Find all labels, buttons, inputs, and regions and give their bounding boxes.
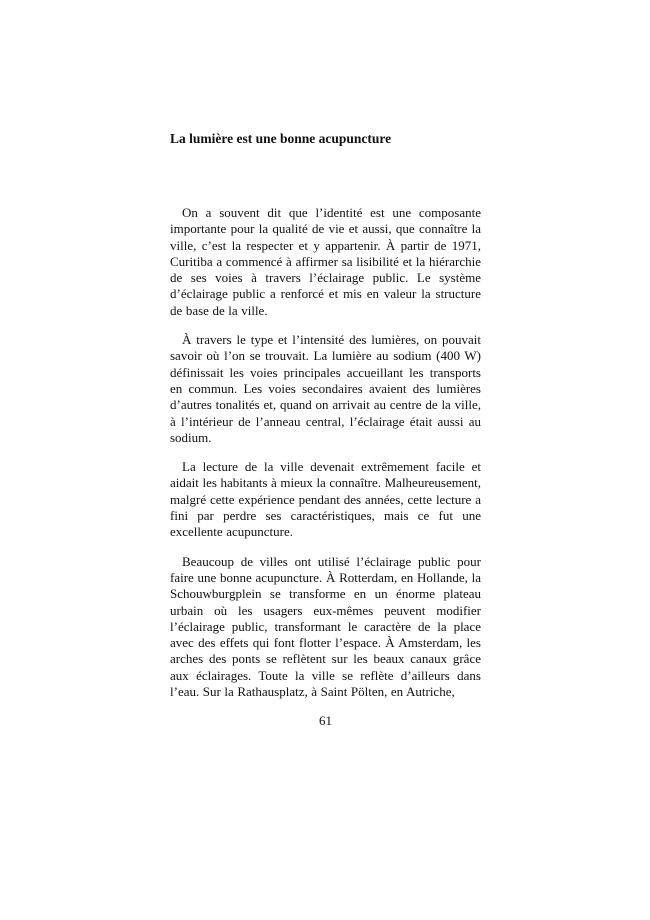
paragraph-2: À travers le type et l’intensité des lumières, on pouvait savoir où l’on se trouvait. La lumière au sodium (400 W) définissait les voies principales accueillant les transports en commun. Les voies secondaires avaient des lumières d’autres tonalités et, quand on arrivait au centre de la ville, à l’intérieur de l’anneau central, l’éclairage était aussi au sodium.	[170, 332, 481, 445]
page-number: 61	[319, 713, 332, 729]
text-block	[170, 130, 481, 729]
paragraph-1: On a souvent dit que l’identité est une composante importante pour la qualité de vie et aussi, que connaître la ville, c’est la respecter et y appartenir. À partir de 1971, Curitiba a commencé à affirmer sa lisibilité et la hiérarchie de ses voies à travers l’éclairage public. Le système d’éclairage public a renforcé et mis en valeur la structure de base de la ville.	[170, 205, 481, 318]
paragraph-3: La lecture de la ville devenait extrêmement facile et aidait les habitants à mieux la connaître. Malheureusement, malgré cette expérience pendant des années, cette lecture a fini par perdre ses caractéristiques, mais ce fut une excellente acupuncture.	[170, 459, 481, 540]
paragraph-4: Beaucoup de villes ont utilisé l’éclairage public pour faire une bonne acupuncture. À Rotterdam, en Hollande, la Schouwburgplein se transforme en un énorme plateau urbain où les usagers eux-mêmes peuvent modifier l’éclairage public, transformant le caractère de la place avec des effets qui font flotter l’espace. À Amsterdam, les arches des ponts se reflètent sur les beaux canaux grâce aux éclairages. Toute la ville se reflète d’ailleurs dans l’eau. Sur la Rathausplatz, à Saint Pölten, en Autriche,	[170, 553, 481, 700]
page-title: La lumière est une bonne acupuncture	[170, 131, 392, 146]
